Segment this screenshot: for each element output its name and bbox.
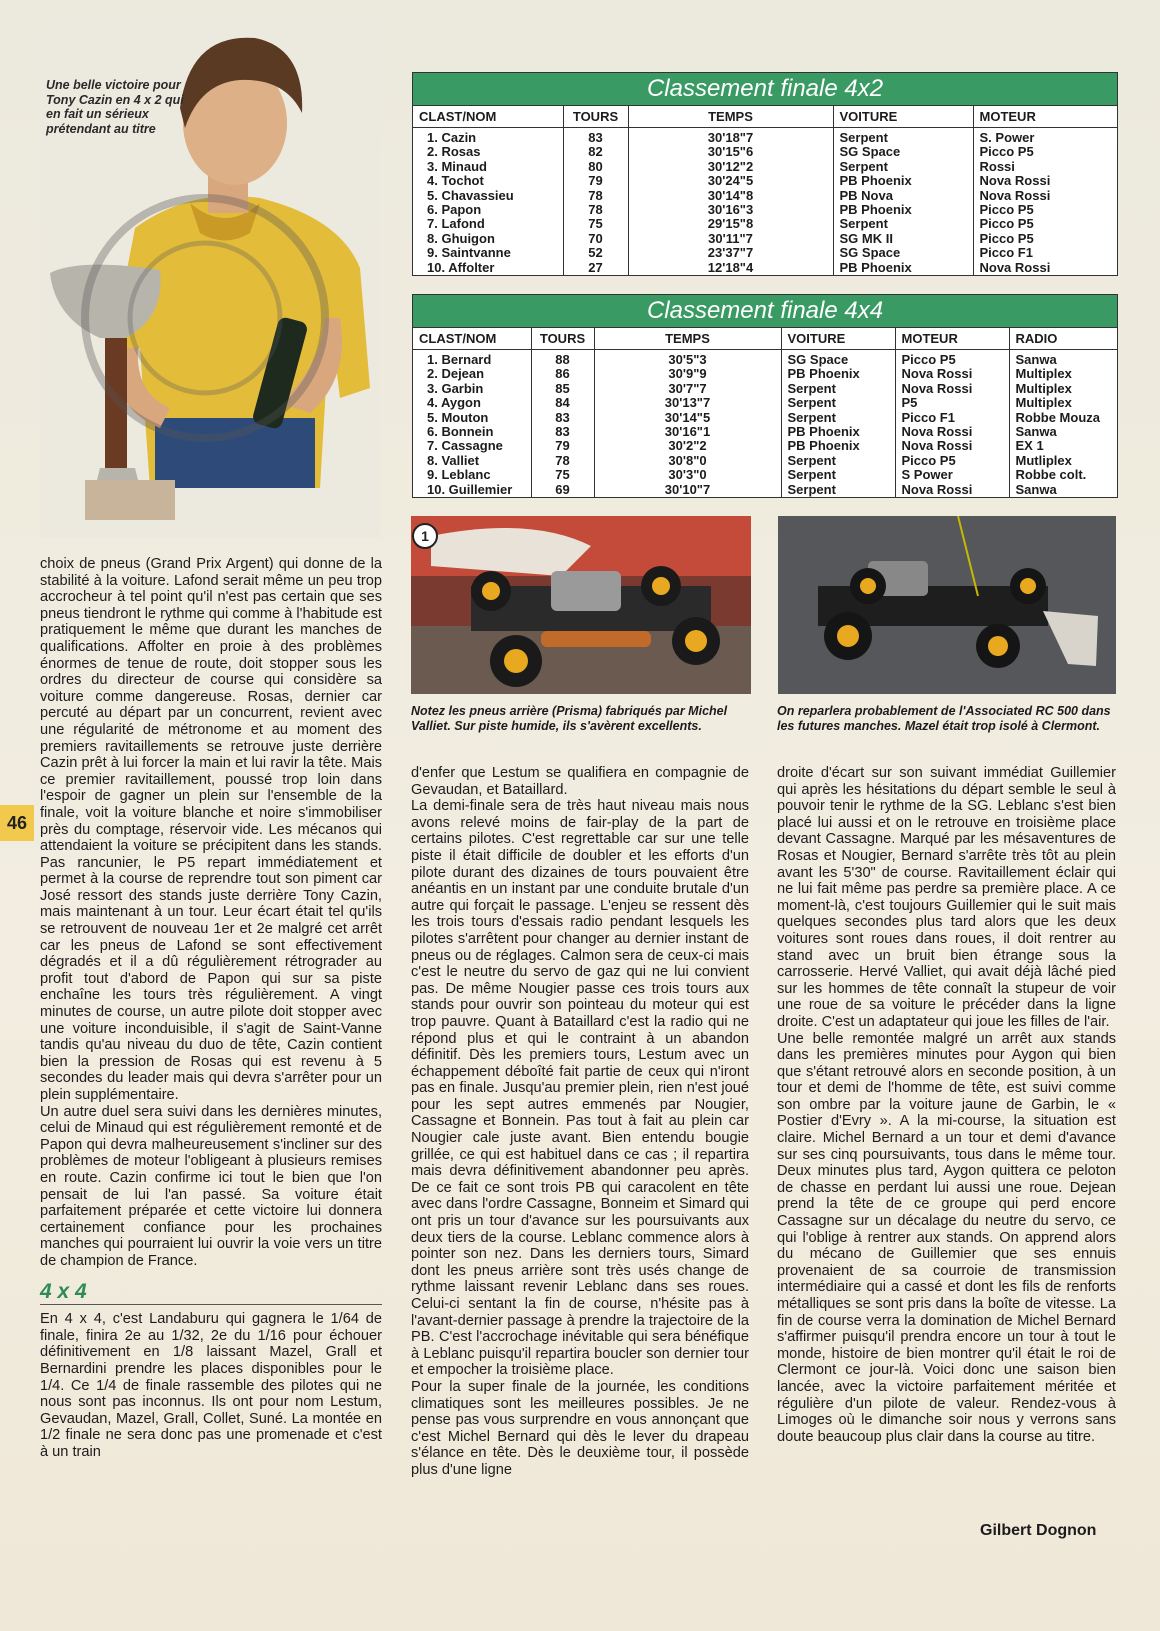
table-row — [413, 217, 1117, 231]
photo-number-label: 1 — [421, 528, 429, 544]
section-heading-4x4: 4 x 4 — [40, 1284, 382, 1306]
table-row — [413, 145, 1117, 159]
table-row — [413, 396, 1117, 410]
table-cell: Serpent — [781, 454, 895, 468]
table-cell: Serpent — [833, 217, 973, 231]
table-cell: SG MK II — [833, 232, 973, 246]
paragraph: Une belle remontée malgré un arrêt aux stands dans les premières minutes pour Aygon qui bien que s'étant retrouvé alors en seconde position, à un tour et demi de l'homme de tête, est suivi comme son ombre par la voiture jaune de Garbin, le « Postier d'Evry ». A la mi-course, la situation est claire. Michel Bernard a un tour et demi d'avance sur ses cinq poursuivants, tous dans le même tour. Deux minutes plus tard, Aygon quittera ce peloton de chasse en perdant lui aussi une roue. Dejean prend la tête de ce groupe qui perd encore Cassagne sur un décalage du neutre du servo, ce qui l'oblige à rentrer aux stands. On apprend alors du mécano de Guillemier que ses ennuis provenaient de sa courroie de transmission intermédiaire qui a cassé et dont les fils de renforts métalliques se sont pris dans la boîte de vitesse. La fin de course verra la domination de Michel Bernard s'affirmer puisqu'il prendra encore un tour à tout le monde, histoire de bien montrer qu'il était le roi de Clermont ce jour-là. Voici donc une saison bien lancée, avec la victoire parfaitement méritée et régulière d'un pilote de valeur. Rendez-vous à Limoges où le dimanche soir nous y verrons sans doute beaucoup plus clair dans la course au titre. — [777, 1030, 1116, 1445]
table-cell: 52 — [563, 246, 628, 260]
table-cell: Nova Rossi — [979, 259, 1051, 275]
table-4x2-title: Classement finale 4x2 — [413, 73, 1117, 106]
table-cell: 30'16"1 — [594, 425, 781, 439]
column-header: TEMPS — [628, 106, 833, 128]
table-row — [413, 203, 1117, 217]
table-cell: Nova Rossi — [979, 187, 1051, 203]
table-header-row — [413, 328, 1117, 350]
caption-photo-2: On reparlera probablement de l'Associated RC 500 dans les futures manches. Mazel était trop isolé à Clermont. — [777, 704, 1111, 733]
table-cell: 78 — [531, 454, 594, 468]
page-number-tab: 46 — [0, 805, 34, 841]
paragraph: La demi-finale sera de très haut niveau mais nous avons relevé moins de fair-play de la part de certains pilotes. C'est regrettable car sur une telle piste il était difficile de doubler et les efforts d'un pilote durant des dizaines de tours pouvaient être anéantis en un instant par une conduite brutale d'un autre qui forçait le passage. L'enjeu se ressent dès les trois tours d'essais radio pendant lesquels les pilotes s'arrêtent pour changer au dernier instant de pneus ou de réglages. Calmon sera de ceux-ci mais c'est le neutre du servo de gaz qui ne lui convient pas. De même Nougier passe ces trois tours aux stands pour ouvrir son pointeau du moteur qui est trop pauvre. Quant à Bataillard c'est la radio qui ne répond plus et qui le contraint à un abandon définitif. Dès les premiers tours, Lestum avec un échappement déboîté fait partie de ceux qui n'iront pas en finale. Jusqu'au premier plein, rien n'est joué pour les sept autres emmenés par Nougier, Cassagne et Bonnein. Pas tout à fait au plein car Nougier cale juste avant. Bien entendu bougie grillée, ce qui est habituel dans ce cas ; il repartira mais devra définitivement abandonner peu après. De ce fait ce sont trois PB qui caracolent en tête avec dans l'ordre Cassagne, Bonneim et Simard qui ont pris un tour d'avance sur les poursuivants aux deux tiers de la course. Leblanc commence alors à pointer son nez. Dans les derniers tours, Simard dont les pneus arrière sont très usés change de rythme laissant revenir Leblanc dans ses roues. Celui-ci sentant la fin de course, n'hésite pas à l'avant-dernier passage à prendre la trajectoire de la PB. C'est l'accrochage inévitable qui sera bénéfique à Leblanc puisqu'il repartira boucler son dernier tour et empocher la troisième place. — [411, 798, 749, 1379]
table-cell: Serpent — [781, 396, 895, 410]
table-cell: 83 — [531, 411, 594, 425]
table-cell: 79 — [531, 439, 594, 453]
table-cell: Nova Rossi — [895, 425, 1009, 439]
table-cell: 79 — [563, 174, 628, 188]
column-header: VOITURE — [833, 106, 973, 128]
table-cell: SG Space — [833, 246, 973, 260]
table-cell: 30'3"0 — [594, 468, 781, 482]
table-cell: Nova Rossi — [895, 483, 1009, 497]
table-cell: Serpent — [781, 468, 895, 482]
table-cell: 75 — [531, 468, 594, 482]
table-cell: 8. Ghuigon — [413, 232, 563, 246]
article-column-3 — [777, 765, 1116, 1445]
table-cell: Picco P5 — [895, 454, 1009, 468]
table-cell: 1. Bernard — [413, 350, 531, 368]
table-header-row — [413, 106, 1117, 128]
table-cell: 29'15"8 — [628, 217, 833, 231]
table-cell: SG Space — [781, 350, 895, 368]
table-cell: 83 — [531, 425, 594, 439]
table-cell: 69 — [531, 483, 594, 497]
table-row — [413, 174, 1117, 188]
table-cell: PB Phoenix — [833, 174, 973, 188]
table-row — [413, 468, 1117, 482]
table-cell: 30'18"7 — [628, 128, 833, 146]
paragraph: choix de pneus (Grand Prix Argent) qui donne de la stabilité à la voiture. Lafond serait même un peu trop accrocheur à tel point qu'il n'est pas certain que ses pneus tiendront le rythme qui comme à l'habitude est pratiquement le même que durant les manches de qualifications. Affolter en proie à des problèmes énormes de tenue de route, doit stopper sous les ordres du directeur de course qui considère sa voiture comme dangereuse. Rosas, dernier car percuté au départ par un concurrent, revient avec une régularité de métronome et au moment des premiers ravitaillements se retrouve juste derrière Cazin prêt à lui forcer la main et lui ravir la tête. Mais ce premier ravitaillement, poussé trop loin dans l'espoir de gagner un plein sur l'ensemble de la finale, voit la voiture blanche et noire s'immobiliser près du comptage, réservoir vide. Les mécanos qui attendaient la voiture se précipitent dans les stands. Pas rancunier, le P5 repart immédiatement et permet à la course de reprendre tout son piment car José ressort des stands juste derrière Tony Cazin, mais maintenant à un tour. Leur écart était tel qu'ils se retrouvent de nouveau 1er et 2e malgré cet arrêt car les pneus de Lafond se sont effectivement dégradés et il a dû régulièrement rétrograder au profit tout d'abord de Papon qui sur sa piste enchaîne les tours très régulièrement. A vingt minutes de course, un autre pilote doit stopper avec une voiture inconduisible, il s'agit de Saint-Vanne tandis qu'au niveau du duo de tête, Cazin contient bien la pression de Rosas qui est revenu à 5 secondes du leader mais qui devra s'arrêter pour un plein supplémentaire. — [40, 556, 382, 1103]
table-cell: 27 — [563, 261, 628, 275]
table-cell: 80 — [563, 160, 628, 174]
table-cell: S. Power — [979, 130, 1035, 145]
table-cell: S Power — [895, 468, 1009, 482]
column-header: TEMPS — [594, 328, 781, 350]
table-cell: Serpent — [833, 160, 973, 174]
table-cell: Serpent — [833, 128, 973, 146]
table-cell: Sanwa — [1015, 352, 1057, 367]
column-header: CLAST/NOM — [413, 106, 563, 128]
table-cell: 30'2"2 — [594, 439, 781, 453]
author-signature: Gilbert Dognon — [980, 1522, 1097, 1539]
table-cell: 10. Affolter — [413, 261, 563, 275]
table-cell: Robbe Mouza — [1015, 409, 1100, 425]
table-row — [413, 367, 1117, 381]
table-cell: 2. Rosas — [413, 145, 563, 159]
results-table-4x4 — [412, 294, 1118, 498]
table-cell: 83 — [563, 128, 628, 146]
table-cell: Nova Rossi — [979, 173, 1051, 189]
table-cell: 30'5"3 — [594, 350, 781, 368]
table-cell: Multiplex — [1015, 380, 1072, 396]
column-header: CLAST/NOM — [413, 328, 531, 350]
table-cell: 30'14"8 — [628, 189, 833, 203]
table-cell: Picco P5 — [979, 230, 1034, 246]
table-cell: Sanwa — [1015, 481, 1057, 497]
article-column-2 — [411, 765, 749, 1479]
table-cell: 5. Chavassieu — [413, 189, 563, 203]
column-header: VOITURE — [781, 328, 895, 350]
table-cell: 2. Dejean — [413, 367, 531, 381]
paragraph: Un autre duel sera suivi dans les dernières minutes, celui de Minaud qui est régulièrement remonté et de Papon qui devra malheureusement s'incliner sur des problèmes de moteur l'obligeant à plusieurs remises en route. Cazin confirme ici tout le bien que l'on pensait de lui l'an passé. Sa voiture était parfaitement préparée et cette victoire lui donnera certainement confiance pour les prochaines manches qui pourraient lui ouvrir la voie vers un titre de champion de France. — [40, 1103, 382, 1269]
article-column-1 — [40, 556, 382, 1460]
photo-car-rear-tires — [411, 516, 751, 694]
table-cell: 78 — [563, 203, 628, 217]
table-cell: 7. Cassagne — [413, 439, 531, 453]
table-cell: 86 — [531, 367, 594, 381]
table-cell: 78 — [563, 189, 628, 203]
table-cell: EX 1 — [1015, 438, 1044, 454]
caption-winner: Une belle victoire pour Tony Cazin en 4 x 2 qui en fait un sérieux prétendant au titre — [46, 78, 184, 136]
table-cell: 9. Saintvanne — [413, 246, 563, 260]
paragraph: En 4 x 4, c'est Landaburu qui gagnera le 1/64 de finale, finira 2e au 1/32, 2e du 1/16 pour échouer définitivement en 1/8 laissant Mazel, Grall et Bernardini prendre les places disponibles pour le 1/4. Ce 1/4 de finale rassemble des pilotes qui ne nous sont pas inconnus. Ils ont pour nom Lestum, Gevaudan, Mazel, Grall, Collet, Suné. La montée en 1/2 finale ne sera donc pas une promenade et c'est à un train — [40, 1311, 382, 1460]
table-cell: Sanwa — [1015, 424, 1057, 440]
table-cell: Serpent — [781, 411, 895, 425]
column-header: MOTEUR — [973, 106, 1117, 128]
table-4x4-title: Classement finale 4x4 — [413, 295, 1117, 328]
table-cell: PB Phoenix — [833, 261, 973, 275]
table-cell: PB Phoenix — [781, 425, 895, 439]
table-cell: 30'8"0 — [594, 454, 781, 468]
paragraph: droite d'écart sur son suivant immédiat Guillemier qui après les hésitations du départ semble le seul à pouvoir tenir le rythme de la SG. Leblanc s'est bien placé lui aussi et on le retrouve en troisième place devant Cassagne. Marqué par les mésaventures de Rosas et Nougier, Bernard s'arrête très tôt au plein avant les 5'30" de course. Ravitaillement éclair qui ne lui fait même pas perdre sa première place. A ce moment-là, c'est toujours Guillemier qui le suit mais quelques secondes plus tard alors que les deux voitures sont roues dans roues, il doit rentrer au stand avec un bruit bien étrange sous la carrosserie. Hervé Valliet, qui avait déjà lâché pied sur les hommes de tête connaît la stupeur de voir une roue de sa voiture le précéder dans la ligne droite. C'est un adaptateur qui joue les filles de l'air. — [777, 765, 1116, 1030]
table-cell: 6. Papon — [413, 203, 563, 217]
table-row — [413, 160, 1117, 174]
table-cell: Picco P5 — [979, 144, 1034, 160]
table-cell: Multiplex — [1015, 395, 1072, 411]
table-cell: 30'14"5 — [594, 411, 781, 425]
table-cell: PB Phoenix — [781, 367, 895, 381]
table-cell: 4. Aygon — [413, 396, 531, 410]
table-cell: Multiplex — [1015, 366, 1072, 382]
table-cell: 3. Garbin — [413, 382, 531, 396]
table-cell: PB Nova — [833, 189, 973, 203]
column-header: TOURS — [563, 106, 628, 128]
table-cell: 4. Tochot — [413, 174, 563, 188]
column-header: MOTEUR — [895, 328, 1009, 350]
results-table-4x2 — [412, 72, 1118, 276]
table-cell: 30'9"9 — [594, 367, 781, 381]
table-cell: 88 — [531, 350, 594, 368]
table-cell: 10. Guillemier — [413, 483, 531, 497]
column-header: RADIO — [1009, 328, 1117, 350]
table-row — [413, 411, 1117, 425]
table-cell: Picco P5 — [979, 202, 1034, 218]
table-cell: Nova Rossi — [895, 367, 1009, 381]
table-cell: SG Space — [833, 145, 973, 159]
table-cell: 12'18"4 — [628, 261, 833, 275]
table-cell: 30'10"7 — [594, 483, 781, 497]
table-cell: Serpent — [781, 382, 895, 396]
table-cell: PB Phoenix — [833, 203, 973, 217]
table-row — [413, 382, 1117, 396]
caption-photo-1: Notez les pneus arrière (Prisma) fabriqués par Michel Valliet. Sur piste humide, ils s'avèrent excellents. — [411, 704, 728, 733]
table-row — [413, 232, 1117, 246]
table-cell: Picco F1 — [895, 411, 1009, 425]
table-cell: 30'15"6 — [628, 145, 833, 159]
table-cell: PB Phoenix — [781, 439, 895, 453]
table-cell: 85 — [531, 382, 594, 396]
table-cell: 1. Cazin — [413, 128, 563, 146]
table-cell: P5 — [895, 396, 1009, 410]
table-cell: 6. Bonnein — [413, 425, 531, 439]
table-row — [413, 189, 1117, 203]
photo-associated-rc500 — [778, 516, 1116, 694]
table-cell: Picco F1 — [979, 245, 1033, 261]
table-cell: 30'24"5 — [628, 174, 833, 188]
table-cell: 30'13"7 — [594, 396, 781, 410]
table-cell: 84 — [531, 396, 594, 410]
table-row — [413, 261, 1117, 275]
table-row — [413, 128, 1117, 146]
table-cell: Robbe colt. — [1015, 467, 1087, 483]
table-cell: 23'37"7 — [628, 246, 833, 260]
table-cell: Nova Rossi — [895, 382, 1009, 396]
table-row — [413, 454, 1117, 468]
table-cell: Mutliplex — [1015, 452, 1072, 468]
table-cell: Rossi — [979, 158, 1015, 174]
table-cell: 30'11"7 — [628, 232, 833, 246]
table-cell: 30'7"7 — [594, 382, 781, 396]
table-cell: Picco P5 — [979, 216, 1034, 232]
table-cell: Nova Rossi — [895, 439, 1009, 453]
paragraph: d'enfer que Lestum se qualifiera en compagnie de Gevaudan, et Bataillard. — [411, 765, 749, 798]
table-cell: 9. Leblanc — [413, 468, 531, 482]
table-cell: 70 — [563, 232, 628, 246]
table-cell: 7. Lafond — [413, 217, 563, 231]
table-cell: 82 — [563, 145, 628, 159]
table-cell: Picco P5 — [895, 350, 1009, 368]
table-row — [413, 439, 1117, 453]
paragraph: Pour la super finale de la journée, les conditions climatiques sont les meilleures possibles. Je ne pense pas vous surprendre en vous annonçant que c'est Michel Bernard qui dès le lever du drapeau s'élance en tête. Dès le deuxième tour, il possède plus d'une ligne — [411, 1378, 749, 1478]
table-cell: 75 — [563, 217, 628, 231]
table-cell: 3. Minaud — [413, 160, 563, 174]
table-cell: Serpent — [781, 483, 895, 497]
table-row — [413, 483, 1117, 497]
column-header: TOURS — [531, 328, 594, 350]
table-row — [413, 425, 1117, 439]
table-cell: 30'16"3 — [628, 203, 833, 217]
table-cell: 8. Valliet — [413, 454, 531, 468]
table-cell: 30'12"2 — [628, 160, 833, 174]
table-row — [413, 246, 1117, 260]
table-cell: 5. Mouton — [413, 411, 531, 425]
table-row — [413, 350, 1117, 368]
